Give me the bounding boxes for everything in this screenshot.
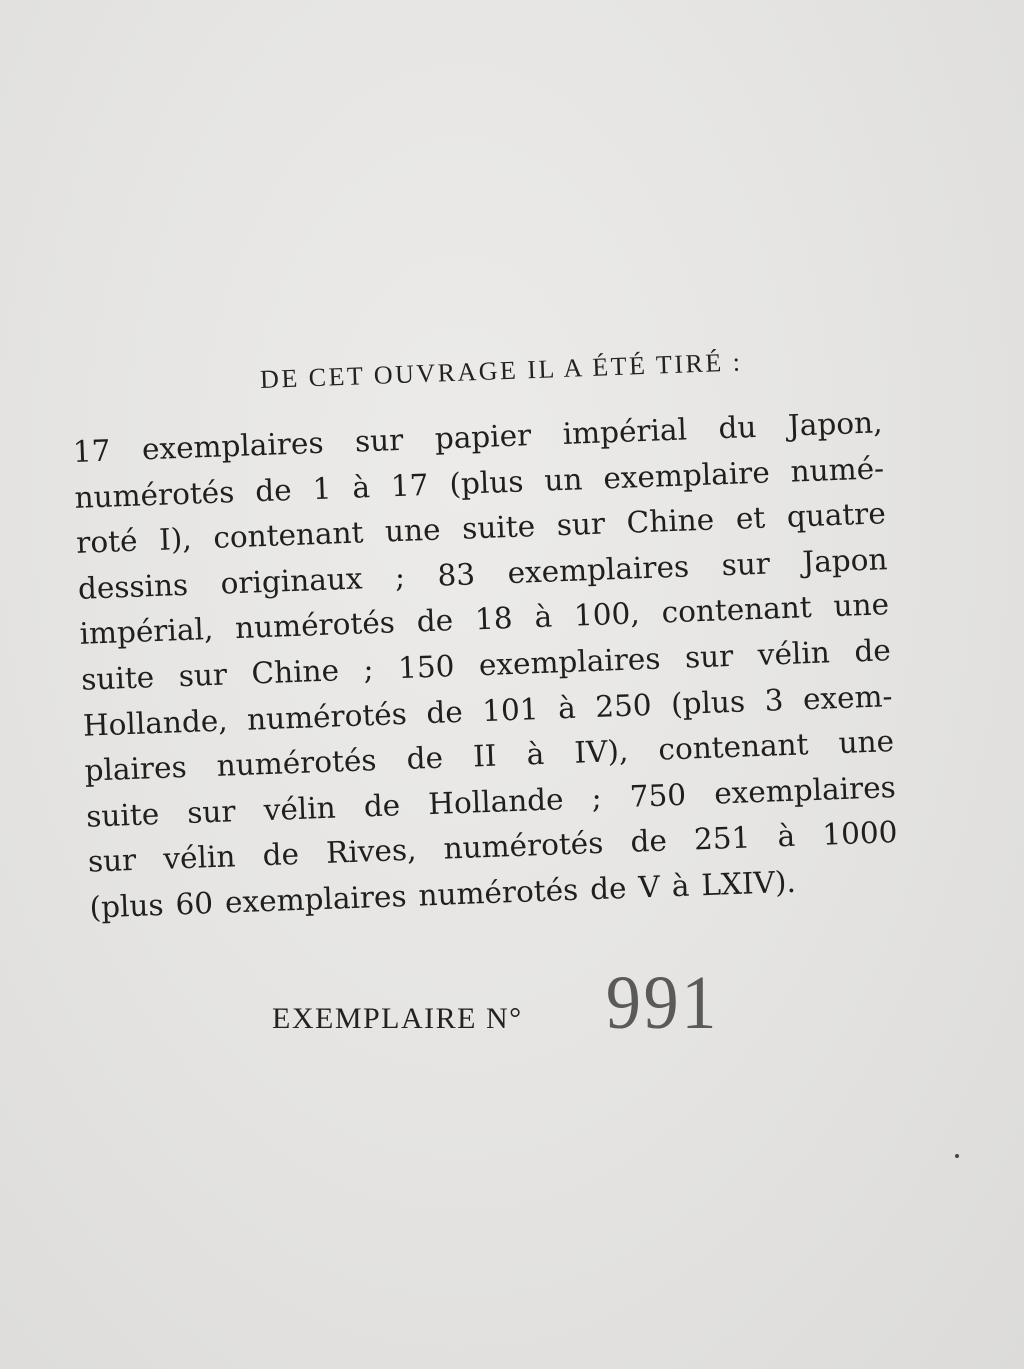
text-line: Hollande, numérotés de 101 à 250 (plus 3 exem-	[82, 678, 894, 743]
text-line: sur vélin de Rives, numérotés de 251 à 1000	[87, 815, 899, 880]
text-line: suite sur vélin de Hollande ; 750 exemplaires	[85, 769, 897, 834]
copy-number-value: 991	[605, 961, 719, 1045]
text-line: numérotés de 1 à 17 (plus un exemplaire numé-	[73, 450, 885, 515]
copy-number-row	[272, 960, 724, 1047]
paper-speck	[955, 1154, 959, 1158]
text-line: impérial, numérotés de 18 à 100, contenant une	[78, 587, 890, 652]
copy-number-label: EXEMPLAIRE N°	[272, 1002, 523, 1035]
heading: DE CET OUVRAGE IL A ÉTÉ TIRÉ :	[259, 347, 743, 395]
text-line: plaires numérotés de II à IV), contenant une	[84, 724, 895, 788]
justification-du-tirage	[70, 342, 900, 931]
text-line: 17 exemplaires sur papier impérial du Japon,	[72, 405, 883, 469]
text-line: dessins originaux ; 83 exemplaires sur Japon	[77, 541, 889, 606]
text-line: roté I), contenant une suite sur Chine et quatre	[75, 496, 887, 561]
text-line: (plus 60 exemplaires numérotés de V à LXIV).	[89, 864, 797, 925]
edition-statement	[72, 400, 900, 931]
text-line: suite sur Chine ; 150 exemplaires sur vélin de	[80, 633, 892, 697]
